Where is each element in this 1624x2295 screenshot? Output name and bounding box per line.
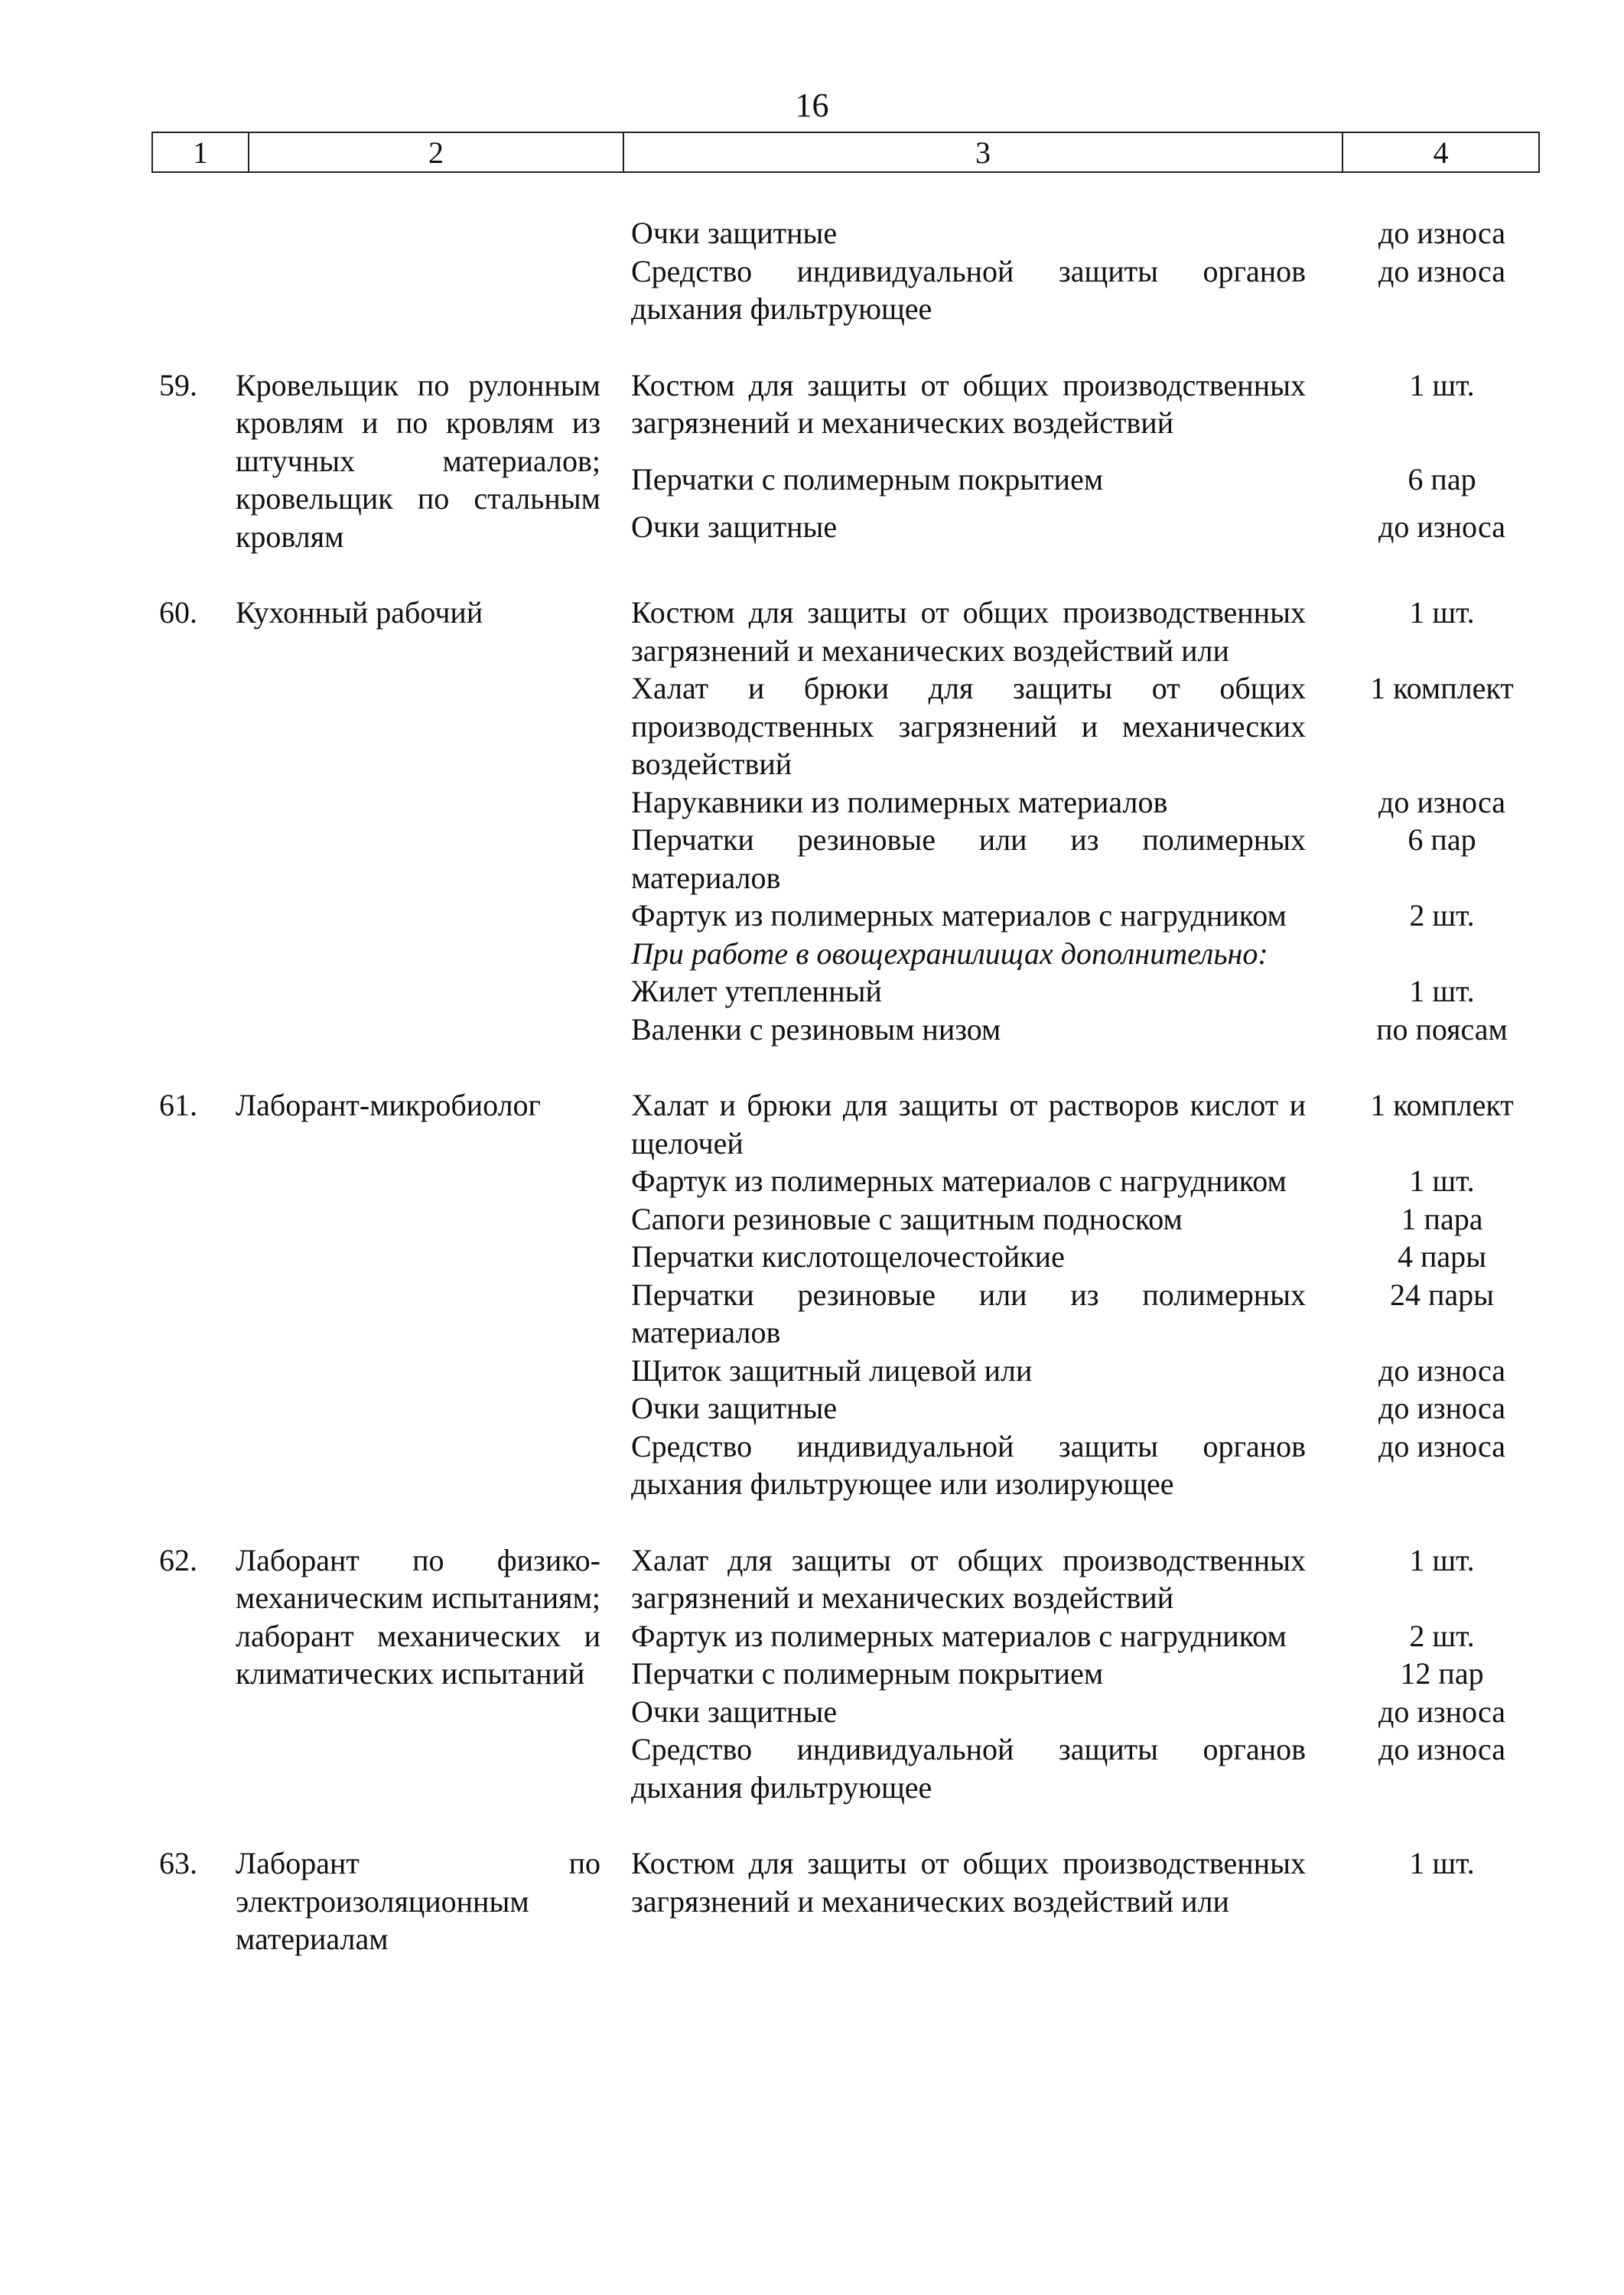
ppe-item: Фартук из полимерных материалов с нагрудником [631, 1164, 1287, 1198]
issue-norm: 1 шт. [1409, 1164, 1475, 1198]
issue-norm: 2 шт. [1409, 1618, 1475, 1653]
ppe-item-cell [622, 1427, 1346, 1503]
issue-norm-cell [1346, 1238, 1538, 1276]
ppe-item: Костюм для защиты от общих производственных загрязнений и механических воздействий или [631, 1846, 1306, 1919]
ppe-item-cell [622, 1389, 1346, 1427]
ppe-item: Очки защитные [631, 1391, 838, 1425]
issue-norm-cell [1346, 214, 1538, 252]
issue-norm: 4 пары [1397, 1239, 1487, 1274]
row-number: 61. [159, 1088, 197, 1122]
issue-norm-cell [1346, 821, 1538, 897]
page-number: 16 [795, 86, 829, 124]
entry-row [151, 366, 1538, 461]
ppe-item: Перчатки резиновые или из полимерных материалов [631, 1277, 1306, 1349]
column-header-row [152, 132, 1539, 172]
issue-norm: до износа [1378, 216, 1505, 250]
ppe-item: Очки защитные [631, 509, 838, 545]
profession-name: Лаборант по физико-механическим испытаниям; лаборант механических и климатических испытаний [236, 1542, 600, 1691]
profession-name: Лаборант по электроизоляционным материалам [236, 1846, 600, 1956]
issue-norm: до износа [1378, 1694, 1505, 1729]
entry-row [151, 1541, 1538, 1617]
row-spacer [151, 1806, 1538, 1844]
ppe-note: При работе в овощехранилищах дополнительно: [631, 936, 1268, 971]
issue-norm-cell [1346, 461, 1538, 508]
row-spacer [151, 328, 1538, 366]
issue-norm-cell [1346, 594, 1538, 669]
row-spacer [151, 555, 1538, 594]
issue-norm: 1 шт. [1409, 1846, 1475, 1880]
issue-norm-cell [1346, 1011, 1538, 1049]
row-number: 62. [159, 1542, 197, 1577]
issue-norm-cell [1346, 1693, 1538, 1731]
ppe-item: Перчатки с полимерным покрытием [631, 1656, 1104, 1691]
ppe-item: Очки защитные [631, 1694, 838, 1729]
ppe-item: Костюм для защиты от общих производственных загрязнений и механических воздействий или [631, 595, 1306, 668]
issue-norm-cell [1346, 1541, 1538, 1617]
entry-row [151, 1844, 1538, 1958]
issue-norm: 1 комплект [1370, 1088, 1514, 1122]
column-header-2: 2 [249, 132, 623, 172]
ppe-item-cell [622, 821, 1346, 897]
issue-norm-cell [1346, 669, 1538, 783]
ppe-item: Халат и брюки для защиты от растворов кислот и щелочей [631, 1088, 1306, 1161]
issue-norm-cell [1346, 1617, 1538, 1655]
ppe-item: Средство индивидуальной защиты органов дыхания фильтрующее [631, 1732, 1306, 1805]
issue-norm: до износа [1378, 1428, 1505, 1463]
column-header-3: 3 [623, 132, 1342, 172]
ppe-item: Перчатки с полимерным покрытием [631, 462, 1104, 497]
ppe-item: Средство индивидуальной защиты органов дыхания фильтрующее или изолирующее [631, 1428, 1306, 1501]
issue-norm-cell [1346, 1730, 1538, 1806]
issue-norm: до износа [1378, 1391, 1505, 1425]
ppe-item: Валенки с резиновым низом [631, 1011, 1001, 1047]
issue-norm-cell [1346, 1200, 1538, 1239]
ppe-item-cell [622, 669, 1346, 783]
issue-norm-cell [1346, 1352, 1538, 1390]
ppe-item-cell [622, 1162, 1346, 1200]
ppe-item: Жилет утепленный [631, 974, 882, 1008]
row-number [151, 214, 236, 328]
issue-norm: до износа [1378, 253, 1505, 288]
issue-norm-cell [1346, 972, 1538, 1011]
ppe-item: Щиток защитный лицевой или [631, 1353, 1033, 1388]
issue-norm: 1 шт. [1409, 367, 1475, 402]
ppe-item: Фартук из полимерных материалов с нагрудником [631, 1618, 1287, 1653]
issue-norm-cell [1346, 252, 1538, 328]
row-spacer [151, 1503, 1538, 1541]
issue-norm-cell [1346, 1427, 1538, 1503]
issue-norm: 24 пары [1389, 1277, 1495, 1312]
issue-norm: до износа [1378, 509, 1505, 545]
ppe-item-cell [622, 1541, 1346, 1617]
entry-row [151, 1086, 1538, 1162]
ppe-item-cell [622, 1693, 1346, 1731]
ppe-item-cell [622, 1352, 1346, 1390]
ppe-item: Нарукавники из полимерных материалов [631, 784, 1168, 819]
issue-norm-cell [1346, 897, 1538, 935]
entry-row [151, 594, 1538, 669]
issue-norm: по поясам [1376, 1011, 1508, 1047]
ppe-item-cell [622, 897, 1346, 935]
issue-norm: до износа [1378, 1353, 1505, 1388]
issue-norm-cell [1346, 1162, 1538, 1200]
column-header-4: 4 [1342, 132, 1539, 172]
ppe-item-cell [622, 1276, 1346, 1352]
issue-norm: 6 пар [1408, 822, 1476, 857]
ppe-item-cell [622, 214, 1346, 252]
row-spacer [151, 1048, 1538, 1086]
ppe-item-cell [622, 1238, 1346, 1276]
ppe-item-cell [622, 935, 1346, 973]
issue-norm-cell [1346, 1086, 1538, 1162]
ppe-item-cell [622, 1655, 1346, 1693]
issue-norm-cell [1346, 1655, 1538, 1693]
issue-norm-cell [1346, 1389, 1538, 1427]
profession-name [236, 214, 622, 328]
ppe-item-cell [622, 1617, 1346, 1655]
ppe-item-cell [622, 1086, 1346, 1162]
issue-norm: 1 пара [1401, 1201, 1483, 1236]
issue-norm-cell [1346, 1844, 1538, 1958]
ppe-norms-table [151, 214, 1538, 1958]
ppe-item-cell [622, 461, 1346, 508]
issue-norm: 1 шт. [1409, 595, 1475, 630]
ppe-item: Средство индивидуальной защиты органов дыхания фильтрующее [631, 253, 1306, 326]
issue-norm: 1 шт. [1409, 1542, 1475, 1577]
ppe-item-cell [622, 783, 1346, 822]
ppe-item-cell [622, 252, 1346, 328]
issue-norm-cell [1346, 935, 1538, 973]
ppe-item-cell [622, 1844, 1346, 1958]
issue-norm-cell [1346, 366, 1538, 461]
ppe-item-cell [622, 508, 1346, 555]
issue-norm: до износа [1378, 1732, 1505, 1766]
issue-norm-cell [1346, 508, 1538, 555]
issue-norm-cell [1346, 783, 1538, 822]
ppe-item-cell [622, 366, 1346, 461]
issue-norm: 1 шт. [1409, 974, 1475, 1008]
column-header-table [151, 132, 1540, 173]
ppe-item: Очки защитные [631, 216, 838, 250]
ppe-item: Халат для защиты от общих производственных загрязнений и механических воздействий [631, 1542, 1306, 1615]
ppe-item-cell [622, 1011, 1346, 1049]
profession-name: Кровельщик по рулонным кровлям и по кровлям из штучных материалов; кровельщик по стальным кровлям [236, 367, 600, 554]
issue-norm: до износа [1378, 784, 1505, 819]
ppe-item-cell [622, 972, 1346, 1011]
column-header-1: 1 [152, 132, 249, 172]
ppe-item: Сапоги резиновые с защитным подноском [631, 1201, 1183, 1236]
profession-name: Кухонный рабочий [236, 595, 483, 630]
ppe-item-cell [622, 1730, 1346, 1806]
ppe-item-cell [622, 594, 1346, 669]
issue-norm: 12 пар [1400, 1656, 1484, 1691]
ppe-item-cell [622, 1200, 1346, 1239]
issue-norm: 6 пар [1408, 462, 1476, 497]
ppe-item: Фартук из полимерных материалов с нагрудником [631, 898, 1287, 933]
issue-norm: 1 комплект [1370, 671, 1514, 705]
ppe-item: Костюм для защиты от общих производственных загрязнений и механических воздействий [631, 367, 1306, 440]
ppe-item: Перчатки кислотощелочестойкие [631, 1239, 1065, 1274]
row-number: 63. [159, 1846, 197, 1880]
continuation-row [151, 214, 1538, 252]
row-number: 60. [159, 595, 197, 630]
profession-name: Лаборант-микробиолог [236, 1088, 541, 1122]
issue-norm: 2 шт. [1409, 898, 1475, 933]
row-number: 59. [159, 367, 197, 402]
ppe-item: Перчатки резиновые или из полимерных материалов [631, 822, 1306, 895]
issue-norm-cell [1346, 1276, 1538, 1352]
ppe-item: Халат и брюки для защиты от общих производственных загрязнений и механических воздействий [631, 671, 1306, 781]
